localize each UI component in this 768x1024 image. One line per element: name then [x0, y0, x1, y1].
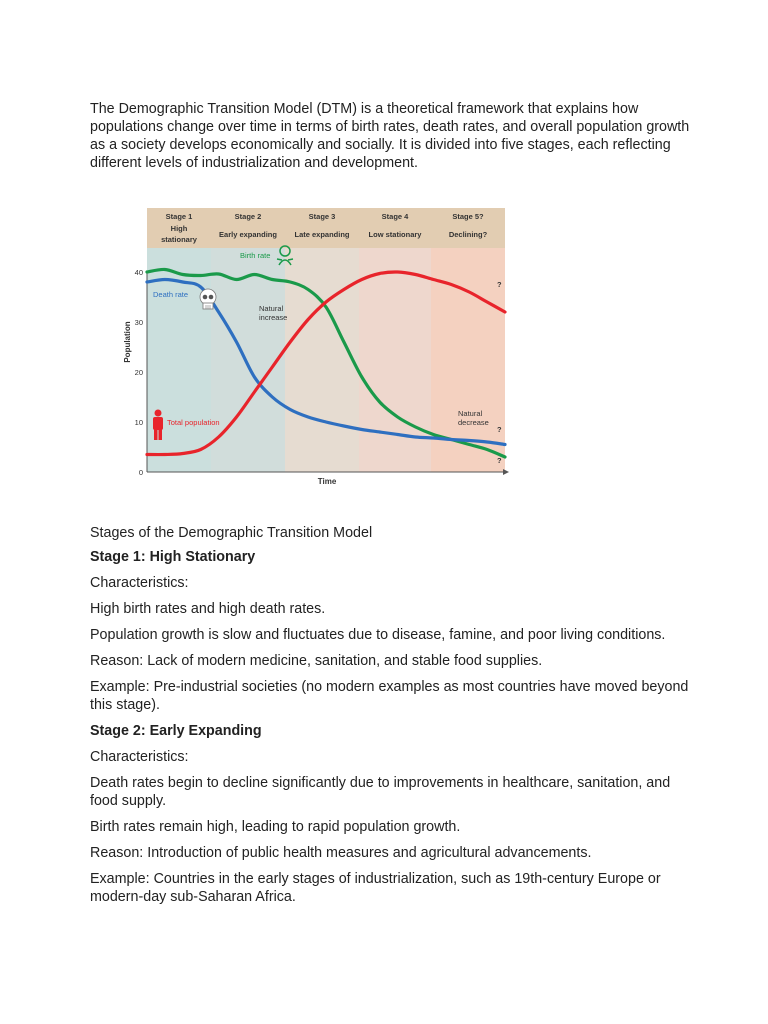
y-axis-label: Population [123, 321, 132, 363]
y-tick-label: 10 [134, 418, 143, 427]
stage-detail: Death rates begin to decline significantly due to improvements in healthcare, sanitation, and food supply. [90, 775, 671, 809]
stage-detail: Characteristics: [90, 575, 189, 591]
death-rate-label: Death rate [153, 290, 189, 299]
stage-detail: Population growth is slow and fluctuates due to disease, famine, and poor living conditions. [90, 627, 666, 643]
dtm-chart-svg [115, 205, 515, 490]
stages-content [90, 524, 690, 914]
stage-name-1: High [170, 224, 188, 233]
stage-band-2 [211, 248, 288, 472]
stage-name-5: Declining? [448, 230, 488, 239]
stage-name-2: Early expanding [219, 230, 277, 239]
section-title: Stages of the Demographic Transition Model [90, 525, 373, 541]
stage-band-3 [285, 248, 359, 472]
stage-title-5: Stage 5? [452, 212, 484, 221]
stage-heading: Stage 2: Early Expanding [90, 723, 262, 739]
natural-decrease-label: Natural decrease [458, 409, 489, 427]
stage-name-1-line2: stationary [161, 235, 197, 244]
dtm-chart [115, 205, 515, 490]
stage-title-2: Stage 2 [234, 212, 262, 221]
stage-title-4: Stage 4 [381, 212, 409, 221]
y-tick-label: 20 [134, 368, 143, 377]
stage-title-3: Stage 3 [308, 212, 336, 221]
stage-name-3: Late expanding [294, 230, 350, 239]
stage-name-4: Low stationary [368, 230, 422, 239]
y-tick-label: 30 [134, 318, 143, 327]
end-marker-death: ? [497, 425, 502, 434]
birth-rate-label: Birth rate [240, 251, 271, 260]
stage-detail: Reason: Lack of modern medicine, sanitation, and stable food supplies. [90, 653, 543, 669]
x-axis-label: Time [317, 477, 337, 486]
end-marker-population: ? [497, 280, 502, 289]
total-population-label: Total population [167, 418, 220, 427]
stage-title-1: Stage 1 [165, 212, 193, 221]
y-tick-label: 0 [138, 468, 143, 477]
stage-detail: Reason: Introduction of public health measures and agricultural advancements. [90, 845, 592, 861]
stage-detail: High birth rates and high death rates. [90, 601, 326, 617]
natural-increase-label: Natural increase [259, 304, 288, 322]
stage-detail: Example: Countries in the early stages of industrialization, such as 19th-century Europe or modern-day sub-Saharan Africa. [90, 871, 661, 905]
stage-detail: Birth rates remain high, leading to rapid population growth. [90, 819, 461, 835]
stage-detail: Example: Pre-industrial societies (no modern examples as most countries have moved beyond this stage). [90, 679, 689, 713]
stage-heading: Stage 1: High Stationary [90, 549, 256, 565]
stage-detail: Characteristics: [90, 749, 189, 765]
intro-paragraph: The Demographic Transition Model (DTM) is a theoretical framework that explains how populations change over time in terms of birth rates, death rates, and overall population growth as a society develops economically and socially. It is divided into five stages, each reflecting different levels of industrialization and development. [90, 101, 690, 171]
y-tick-label: 40 [134, 268, 143, 277]
end-marker-birth: ? [497, 456, 502, 465]
